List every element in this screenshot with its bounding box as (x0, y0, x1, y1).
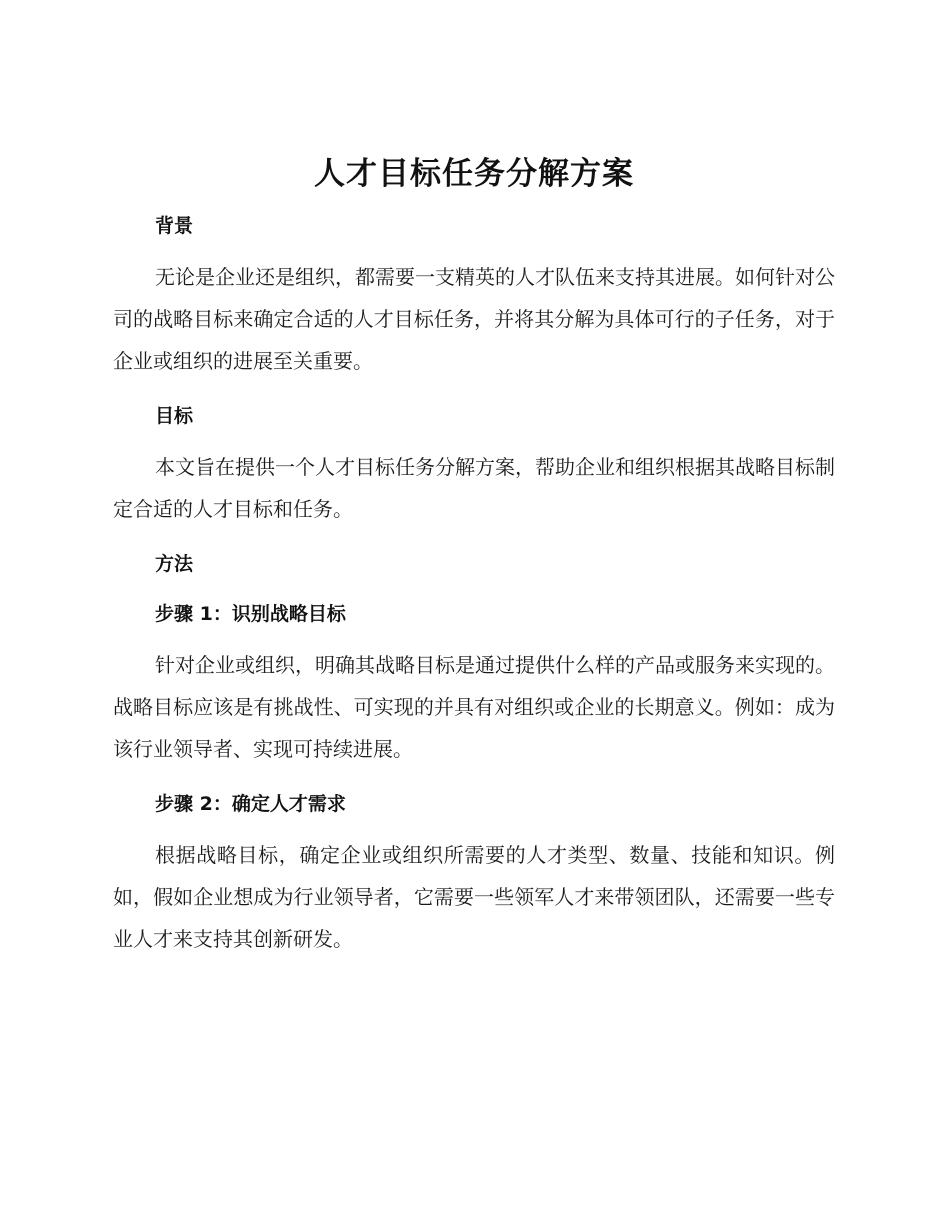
section-heading-method: 方法 (155, 553, 194, 575)
section-paragraph-goal: 本文旨在提供一个人才目标任务分解方案，帮助企业和组织根据其战略目标制定合适的人才目标和任务。 (113, 455, 835, 521)
spacer (113, 580, 835, 598)
spacer (113, 530, 835, 548)
spacer (113, 820, 835, 834)
section-heading-goal: 目标 (155, 405, 194, 427)
spacer (113, 382, 835, 400)
section-heading-background: 背景 (155, 215, 194, 237)
section-heading-step1: 步骤 1：识别战略目标 (155, 603, 346, 625)
document-title: 人才目标任务分解方案 (314, 156, 634, 192)
spacer (113, 242, 835, 256)
section-heading-step2: 步骤 2：确定人才需求 (155, 793, 346, 815)
section-paragraph-step2: 根据战略目标，确定企业或组织所需要的人才类型、数量、技能和知识。例如，假如企业想成为行业领导者，它需要一些领军人才来带领团队，还需要一些专业人才来支持其创新研发。 (113, 843, 835, 951)
spacer (113, 432, 835, 446)
section-paragraph-step1: 针对企业或组织，明确其战略目标是通过提供什么样的产品或服务来实现的。战略目标应该是有挑战性、可实现的并具有对组织或企业的长期意义。例如：成为该行业领导者、实现可持续进展。 (113, 653, 835, 761)
document-body (113, 148, 835, 960)
spacer (113, 630, 835, 644)
section-paragraph-background: 无论是企业还是组织，都需要一支精英的人才队伍来支持其进展。如何针对公司的战略目标来确定合适的人才目标任务，并将其分解为具体可行的子任务，对于企业或组织的进展至关重要。 (113, 265, 835, 373)
spacer (113, 770, 835, 788)
